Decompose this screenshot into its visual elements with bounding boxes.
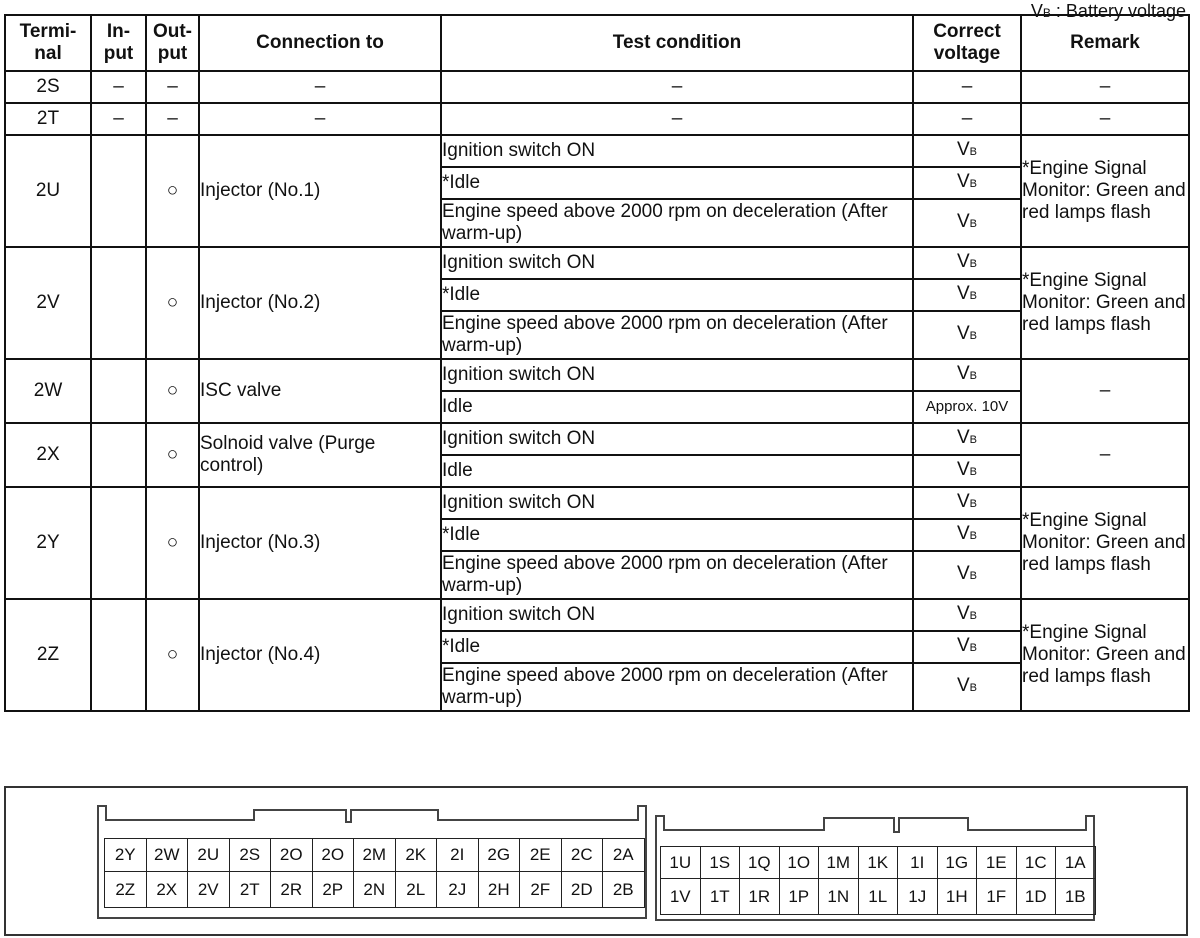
remark-cell: *Engine Signal Monitor: Green and red lamps flash bbox=[1021, 135, 1189, 247]
connector-pin: 1D bbox=[1017, 879, 1057, 915]
header-connection: Connection to bbox=[199, 15, 441, 71]
header-input: In- put bbox=[91, 15, 146, 71]
legend-symbol: VB bbox=[1030, 1, 1051, 21]
test-condition-cell: Engine speed above 2000 rpm on deceleration (After warm-up) bbox=[441, 663, 913, 711]
header-output: Out- put bbox=[146, 15, 199, 71]
output-cell: ○ bbox=[146, 247, 199, 359]
connector-pin: 1T bbox=[701, 879, 741, 915]
test-condition-cell: Ignition switch ON bbox=[441, 247, 913, 279]
connector-pin: 2K bbox=[396, 839, 438, 872]
input-cell bbox=[91, 599, 146, 711]
voltage-cell: VB bbox=[913, 279, 1021, 311]
connector-pin: 2T bbox=[230, 872, 272, 908]
connection-cell: Injector (No.2) bbox=[199, 247, 441, 359]
test-condition-cell: Ignition switch ON bbox=[441, 487, 913, 519]
connector-pin: 2Z bbox=[105, 872, 147, 908]
output-cell: ○ bbox=[146, 423, 199, 487]
table-row bbox=[5, 359, 1189, 391]
header-test-condition: Test condition bbox=[441, 15, 913, 71]
input-cell: – bbox=[91, 103, 146, 135]
test-condition-cell: Idle bbox=[441, 391, 913, 423]
table-body bbox=[5, 71, 1189, 711]
terminal-cell: 2S bbox=[5, 71, 91, 103]
header-terminal: Termi- nal bbox=[5, 15, 91, 71]
connector-pin: 2D bbox=[562, 872, 604, 908]
terminal-cell: 2T bbox=[5, 103, 91, 135]
table-row bbox=[5, 599, 1189, 631]
terminal-cell: 2Y bbox=[5, 487, 91, 599]
input-cell bbox=[91, 487, 146, 599]
voltage-cell: VB bbox=[913, 551, 1021, 599]
test-condition-cell: Idle bbox=[441, 455, 913, 487]
terminal-cell: 2Z bbox=[5, 599, 91, 711]
voltage-cell: VB bbox=[913, 423, 1021, 455]
connector-pin: 2P bbox=[313, 872, 355, 908]
terminal-cell: 2U bbox=[5, 135, 91, 247]
table-row bbox=[5, 487, 1189, 519]
remark-cell: *Engine Signal Monitor: Green and red lamps flash bbox=[1021, 487, 1189, 599]
connection-cell: Injector (No.3) bbox=[199, 487, 441, 599]
connector-pin: 2I bbox=[437, 839, 479, 872]
connector-pin: 2E bbox=[520, 839, 562, 872]
connector-pin: 1O bbox=[780, 847, 820, 879]
connector-right-block bbox=[660, 846, 1096, 915]
test-condition-cell: Engine speed above 2000 rpm on deceleration (After warm-up) bbox=[441, 199, 913, 247]
terminal-cell: 2V bbox=[5, 247, 91, 359]
output-cell: – bbox=[146, 71, 199, 103]
connection-cell: Injector (No.4) bbox=[199, 599, 441, 711]
connector-pin: 1U bbox=[661, 847, 701, 879]
test-condition-cell: *Idle bbox=[441, 167, 913, 199]
connector-pin: 1B bbox=[1056, 879, 1096, 915]
test-condition-cell: Ignition switch ON bbox=[441, 359, 913, 391]
voltage-cell: VB bbox=[913, 247, 1021, 279]
connector-pin: 1R bbox=[740, 879, 780, 915]
terminal-cell: 2W bbox=[5, 359, 91, 423]
remark-cell: – bbox=[1021, 423, 1189, 487]
input-cell bbox=[91, 359, 146, 423]
connector-pin: 2V bbox=[188, 872, 230, 908]
connection-cell: – bbox=[199, 103, 441, 135]
input-cell: – bbox=[91, 71, 146, 103]
test-condition-cell: *Idle bbox=[441, 631, 913, 663]
connector-pin: 2N bbox=[354, 872, 396, 908]
connection-cell: ISC valve bbox=[199, 359, 441, 423]
remark-cell: – bbox=[1021, 103, 1189, 135]
connector-pin: 1E bbox=[977, 847, 1017, 879]
voltage-cell: VB bbox=[913, 599, 1021, 631]
table-row bbox=[5, 423, 1189, 455]
connector-pin: 1K bbox=[859, 847, 899, 879]
output-cell: ○ bbox=[146, 599, 199, 711]
connector-pin: 2X bbox=[147, 872, 189, 908]
output-cell: ○ bbox=[146, 359, 199, 423]
legend-text: : Battery voltage bbox=[1055, 1, 1186, 21]
connector-pin: 2L bbox=[396, 872, 438, 908]
connector-pin: 2W bbox=[147, 839, 189, 872]
connector-pin: 1A bbox=[1056, 847, 1096, 879]
connector-diagram bbox=[4, 786, 1188, 936]
connector-pin: 1L bbox=[859, 879, 899, 915]
voltage-cell: VB bbox=[913, 663, 1021, 711]
voltage-cell: Approx. 10V bbox=[913, 391, 1021, 423]
remark-cell: *Engine Signal Monitor: Green and red lamps flash bbox=[1021, 599, 1189, 711]
connector-pin: 1C bbox=[1017, 847, 1057, 879]
voltage-cell: – bbox=[913, 103, 1021, 135]
voltage-cell: VB bbox=[913, 199, 1021, 247]
voltage-cell: VB bbox=[913, 311, 1021, 359]
connector-pin: 1I bbox=[898, 847, 938, 879]
voltage-cell: VB bbox=[913, 487, 1021, 519]
connector-pin: 1H bbox=[938, 879, 978, 915]
connector-pin: 2B bbox=[603, 872, 645, 908]
table-row bbox=[5, 103, 1189, 135]
connection-cell: Solnoid valve (Purge control) bbox=[199, 423, 441, 487]
connector-pin: 1Q bbox=[740, 847, 780, 879]
table-header-row bbox=[5, 15, 1189, 71]
input-cell bbox=[91, 135, 146, 247]
connector-pin: 2C bbox=[562, 839, 604, 872]
test-condition-cell: Engine speed above 2000 rpm on deceleration (After warm-up) bbox=[441, 551, 913, 599]
connector-pin: 2G bbox=[479, 839, 521, 872]
connector-pin: 1F bbox=[977, 879, 1017, 915]
test-condition-cell: – bbox=[441, 71, 913, 103]
test-condition-cell: Ignition switch ON bbox=[441, 135, 913, 167]
voltage-cell: VB bbox=[913, 135, 1021, 167]
voltage-cell: VB bbox=[913, 631, 1021, 663]
connector-pin: 2J bbox=[437, 872, 479, 908]
input-cell bbox=[91, 423, 146, 487]
input-cell bbox=[91, 247, 146, 359]
voltage-cell: – bbox=[913, 71, 1021, 103]
connector-pin: 2Y bbox=[105, 839, 147, 872]
test-condition-cell: – bbox=[441, 103, 913, 135]
connector-pin: 1S bbox=[701, 847, 741, 879]
connector-pin: 2O bbox=[271, 839, 313, 872]
connection-cell: Injector (No.1) bbox=[199, 135, 441, 247]
table-row bbox=[5, 247, 1189, 279]
output-cell: – bbox=[146, 103, 199, 135]
test-condition-cell: Ignition switch ON bbox=[441, 423, 913, 455]
connector-pin: 2O bbox=[313, 839, 355, 872]
connector-pin: 2R bbox=[271, 872, 313, 908]
connector-pin: 1N bbox=[819, 879, 859, 915]
terminal-cell: 2X bbox=[5, 423, 91, 487]
voltage-cell: VB bbox=[913, 359, 1021, 391]
connector-pin: 2A bbox=[603, 839, 645, 872]
connector-pin: 2U bbox=[188, 839, 230, 872]
connector-pin: 2S bbox=[230, 839, 272, 872]
terminal-spec-table bbox=[4, 14, 1190, 712]
connector-pin: 1V bbox=[661, 879, 701, 915]
test-condition-cell: *Idle bbox=[441, 519, 913, 551]
output-cell: ○ bbox=[146, 135, 199, 247]
connector-pin: 1M bbox=[819, 847, 859, 879]
connector-pin: 1G bbox=[938, 847, 978, 879]
header-correct-voltage: Correct voltage bbox=[913, 15, 1021, 71]
connector-pin: 2F bbox=[520, 872, 562, 908]
output-cell: ○ bbox=[146, 487, 199, 599]
test-condition-cell: *Idle bbox=[441, 279, 913, 311]
remark-cell: – bbox=[1021, 71, 1189, 103]
connector-pin: 1P bbox=[780, 879, 820, 915]
connector-pin: 2M bbox=[354, 839, 396, 872]
remark-cell: *Engine Signal Monitor: Green and red lamps flash bbox=[1021, 247, 1189, 359]
connector-pin: 1J bbox=[898, 879, 938, 915]
connector-left-block bbox=[104, 838, 645, 908]
table-row bbox=[5, 71, 1189, 103]
voltage-cell: VB bbox=[913, 519, 1021, 551]
voltage-cell: VB bbox=[913, 455, 1021, 487]
connection-cell: – bbox=[199, 71, 441, 103]
table-row bbox=[5, 135, 1189, 167]
connector-pin: 2H bbox=[479, 872, 521, 908]
header-remark: Remark bbox=[1021, 15, 1189, 71]
test-condition-cell: Engine speed above 2000 rpm on deceleration (After warm-up) bbox=[441, 311, 913, 359]
remark-cell: – bbox=[1021, 359, 1189, 423]
voltage-cell: VB bbox=[913, 167, 1021, 199]
test-condition-cell: Ignition switch ON bbox=[441, 599, 913, 631]
